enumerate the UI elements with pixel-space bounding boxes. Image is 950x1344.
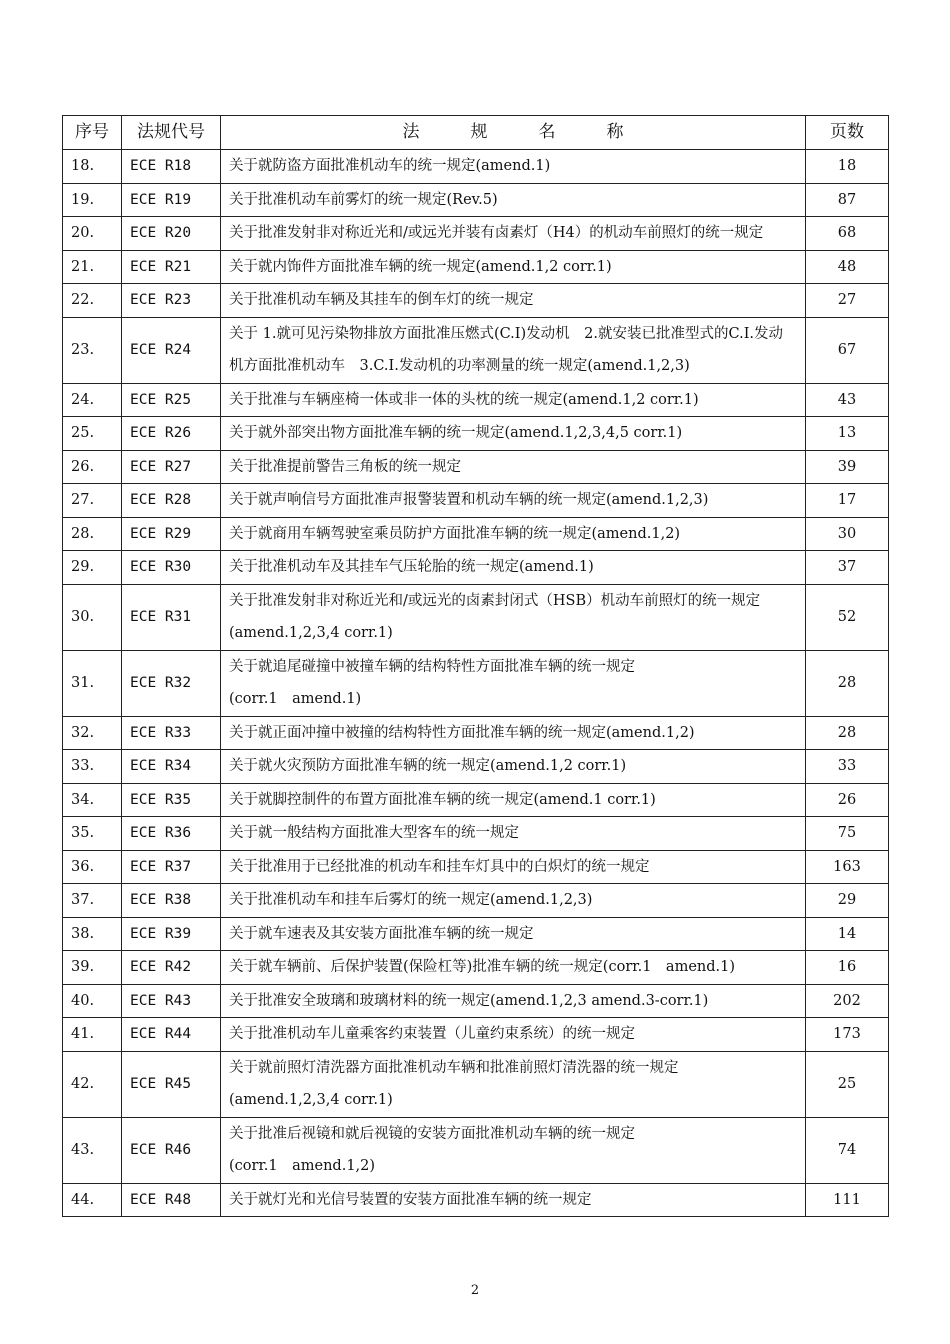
row-regulation-title [221,250,806,284]
row-page-count: 173 [806,1018,889,1052]
regulation-title-text: 关于就车辆前、后保护装置(保险杠等)批准车辆的统一规定(corr.1 amend.1) [229,959,736,975]
row-serial-number: 27. [63,484,122,518]
row-serial-number: 21. [63,250,122,284]
row-serial-number: 41. [63,1018,122,1052]
row-page-count: 28 [806,716,889,750]
row-regulation-code: ECE R32 [122,650,221,716]
row-serial-number: 40. [63,984,122,1018]
row-regulation-title [221,517,806,551]
row-regulation-title [221,817,806,851]
row-regulation-code: ECE R24 [122,317,221,383]
row-regulation-title [221,750,806,784]
regulation-title-text: 关于批准机动车及其挂车气压轮胎的统一规定(amend.1) [229,559,594,575]
row-serial-number: 39. [63,951,122,985]
regulation-title-text: 关于批准机动车儿童乘客约束装置（儿童约束系统）的统一规定 [229,1026,635,1042]
table-row [63,984,889,1018]
row-regulation-title [221,217,806,251]
row-regulation-title [221,417,806,451]
row-regulation-code: ECE R36 [122,817,221,851]
table-row [63,150,889,184]
row-regulation-title [221,650,806,716]
row-regulation-title [221,984,806,1018]
row-page-count: 111 [806,1183,889,1217]
regulation-title-text: 关于批准提前警告三角板的统一规定 [229,458,461,475]
row-serial-number: 31. [63,650,122,716]
row-regulation-title [221,383,806,417]
regulation-title-amendments: (amend.1,2,3,4 corr.1) [229,1092,393,1108]
row-regulation-title [221,850,806,884]
table-row [63,884,889,918]
row-regulation-code: ECE R21 [122,250,221,284]
regulation-title-text: 关于就火灾预防方面批准车辆的统一规定(amend.1,2 corr.1) [229,758,627,774]
row-regulation-title [221,1018,806,1052]
table-row [63,1183,889,1217]
regulation-title-text: 关于就外部突出物方面批准车辆的统一规定(amend.1,2,3,4,5 corr.1) [229,425,683,441]
row-regulation-code: ECE R39 [122,917,221,951]
regulation-title-text: 关于就追尾碰撞中被撞车辆的结构特性方面批准车辆的统一规定 [229,658,635,675]
row-page-count: 75 [806,817,889,851]
row-page-count: 52 [806,584,889,650]
row-page-count: 74 [806,1117,889,1183]
row-regulation-code: ECE R46 [122,1117,221,1183]
row-regulation-code: ECE R23 [122,284,221,318]
row-regulation-code: ECE R45 [122,1051,221,1117]
row-page-count: 48 [806,250,889,284]
regulation-title-text: 关于就防盗方面批准机动车的统一规定(amend.1) [229,158,551,174]
row-regulation-code: ECE R43 [122,984,221,1018]
regulation-title-text: 关于就声响信号方面批准声报警装置和机动车辆的统一规定(amend.1,2,3) [229,492,709,508]
row-regulation-title [221,150,806,184]
regulation-title-text: 关于就车速表及其安装方面批准车辆的统一规定 [229,925,534,942]
row-serial-number: 35. [63,817,122,851]
row-serial-number: 33. [63,750,122,784]
table-header-row [63,116,889,150]
row-regulation-code: ECE R18 [122,150,221,184]
row-serial-number: 32. [63,716,122,750]
row-serial-number: 23. [63,317,122,383]
row-regulation-title [221,1183,806,1217]
row-serial-number: 18. [63,150,122,184]
row-page-count: 30 [806,517,889,551]
row-regulation-title [221,951,806,985]
regulation-title-text: 关于就一般结构方面批准大型客车的统一规定 [229,825,519,841]
table-row [63,850,889,884]
row-page-count: 202 [806,984,889,1018]
row-regulation-title [221,484,806,518]
regulation-title-text: 关于就前照灯清洗器方面批准机动车辆和批准前照灯清洗器的统一规定 [229,1059,679,1076]
regulation-title-text: 关于批准用于已经批准的机动车和挂车灯具中的白炽灯的统一规定 [229,858,650,875]
table-row [63,450,889,484]
row-regulation-title [221,1117,806,1183]
row-page-count: 26 [806,783,889,817]
row-regulation-code: ECE R30 [122,551,221,585]
row-serial-number: 19. [63,183,122,217]
row-regulation-title [221,317,806,383]
row-regulation-code: ECE R33 [122,716,221,750]
row-regulation-code: ECE R42 [122,951,221,985]
row-regulation-code: ECE R34 [122,750,221,784]
header-regulation-code: 法规代号 [122,116,221,150]
row-page-count: 33 [806,750,889,784]
row-serial-number: 42. [63,1051,122,1117]
regulation-title-text: 关于批准与车辆座椅一体或非一体的头枕的统一规定(amend.1,2 corr.1) [229,391,699,408]
regulation-title-text: 关于批准机动车前雾灯的统一规定(Rev.5) [229,191,498,208]
row-page-count: 39 [806,450,889,484]
row-serial-number: 20. [63,217,122,251]
row-serial-number: 36. [63,850,122,884]
row-serial-number: 26. [63,450,122,484]
table-row [63,250,889,284]
row-regulation-code: ECE R20 [122,217,221,251]
table-row [63,417,889,451]
row-regulation-code: ECE R44 [122,1018,221,1052]
row-regulation-code: ECE R48 [122,1183,221,1217]
row-page-count: 13 [806,417,889,451]
row-regulation-code: ECE R28 [122,484,221,518]
row-serial-number: 24. [63,383,122,417]
regulation-title-text: 关于批准后视镜和就后视镜的安装方面批准机动车辆的统一规定 [229,1125,635,1142]
row-regulation-title [221,450,806,484]
table-row [63,783,889,817]
header-regulation-name: 法 规 名 称 [221,116,806,150]
row-page-count: 27 [806,284,889,318]
table-row [63,383,889,417]
table-row [63,650,889,716]
regulation-title-text: 关于批准发射非对称近光和/或远光并装有卤素灯（H4）的机动车前照灯的统一规定 [229,225,764,241]
table-row [63,517,889,551]
table-row [63,317,889,383]
regulation-title-text: 关于就脚控制件的布置方面批准车辆的统一规定(amend.1 corr.1) [229,791,656,808]
regulations-table [62,115,889,1217]
table-row [63,284,889,318]
table-row [63,484,889,518]
regulation-title-text: 关于就商用车辆驾驶室乘员防护方面批准车辆的统一规定(amend.1,2) [229,525,681,542]
row-regulation-code: ECE R19 [122,183,221,217]
header-page-count: 页数 [806,116,889,150]
row-regulation-title [221,551,806,585]
row-page-count: 37 [806,551,889,585]
header-serial-number: 序号 [63,116,122,150]
regulation-title-text: 关于就正面冲撞中被撞的结构特性方面批准车辆的统一规定(amend.1,2) [229,724,695,741]
row-page-count: 67 [806,317,889,383]
row-page-count: 163 [806,850,889,884]
regulation-title-text: 关于批准发射非对称近光和/或远光的卤素封闭式（HSB）机动车前照灯的统一规定(amend.1,2,3,4 corr.1) [229,592,761,641]
row-page-count: 25 [806,1051,889,1117]
regulation-title-text: 关于 1.就可见污染物排放方面批准压燃式(C.I)发动机 2.就安装已批准型式的C.I.发动机方面批准机动车 3.C.I.发动机的功率测量的统一规定(amend.1,2,3) [229,325,784,374]
regulation-title-text: 关于就内饰件方面批准车辆的统一规定(amend.1,2 corr.1) [229,258,612,275]
row-page-count: 14 [806,917,889,951]
row-page-count: 68 [806,217,889,251]
row-regulation-title [221,183,806,217]
table-row [63,584,889,650]
table-row [63,1018,889,1052]
row-page-count: 87 [806,183,889,217]
row-regulation-title [221,783,806,817]
row-regulation-code: ECE R26 [122,417,221,451]
table-row [63,750,889,784]
row-regulation-code: ECE R27 [122,450,221,484]
row-serial-number: 38. [63,917,122,951]
row-regulation-title [221,716,806,750]
row-serial-number: 25. [63,417,122,451]
table-row [63,183,889,217]
row-page-count: 16 [806,951,889,985]
row-serial-number: 43. [63,1117,122,1183]
table-row [63,817,889,851]
table-row [63,716,889,750]
row-page-count: 28 [806,650,889,716]
row-page-count: 18 [806,150,889,184]
row-page-count: 43 [806,383,889,417]
row-regulation-title [221,1051,806,1117]
regulation-title-amendments: (corr.1 amend.1) [229,691,362,707]
table-row [63,951,889,985]
regulation-title-amendments: (corr.1 amend.1,2) [229,1158,376,1174]
row-regulation-code: ECE R35 [122,783,221,817]
row-serial-number: 34. [63,783,122,817]
row-regulation-code: ECE R29 [122,517,221,551]
table-row [63,217,889,251]
regulation-title-text: 关于批准机动车和挂车后雾灯的统一规定(amend.1,2,3) [229,892,593,908]
row-regulation-code: ECE R37 [122,850,221,884]
table-row [63,551,889,585]
row-page-count: 29 [806,884,889,918]
row-serial-number: 22. [63,284,122,318]
regulation-title-text: 关于批准安全玻璃和玻璃材料的统一规定(amend.1,2,3 amend.3-corr.1) [229,992,709,1009]
row-regulation-title [221,917,806,951]
row-page-count: 17 [806,484,889,518]
row-regulation-title [221,884,806,918]
regulation-title-text: 关于就灯光和光信号装置的安装方面批准车辆的统一规定 [229,1191,592,1208]
row-serial-number: 30. [63,584,122,650]
row-regulation-code: ECE R25 [122,383,221,417]
table-row [63,917,889,951]
row-regulation-code: ECE R31 [122,584,221,650]
row-regulation-title [221,584,806,650]
table-row [63,1117,889,1183]
row-serial-number: 28. [63,517,122,551]
row-serial-number: 44. [63,1183,122,1217]
row-serial-number: 37. [63,884,122,918]
row-regulation-title [221,284,806,318]
regulation-title-text: 关于批准机动车辆及其挂车的倒车灯的统一规定 [229,292,534,308]
row-regulation-code: ECE R38 [122,884,221,918]
table-body [63,150,889,1217]
page-number: 2 [470,1283,480,1298]
table-row [63,1051,889,1117]
row-serial-number: 29. [63,551,122,585]
